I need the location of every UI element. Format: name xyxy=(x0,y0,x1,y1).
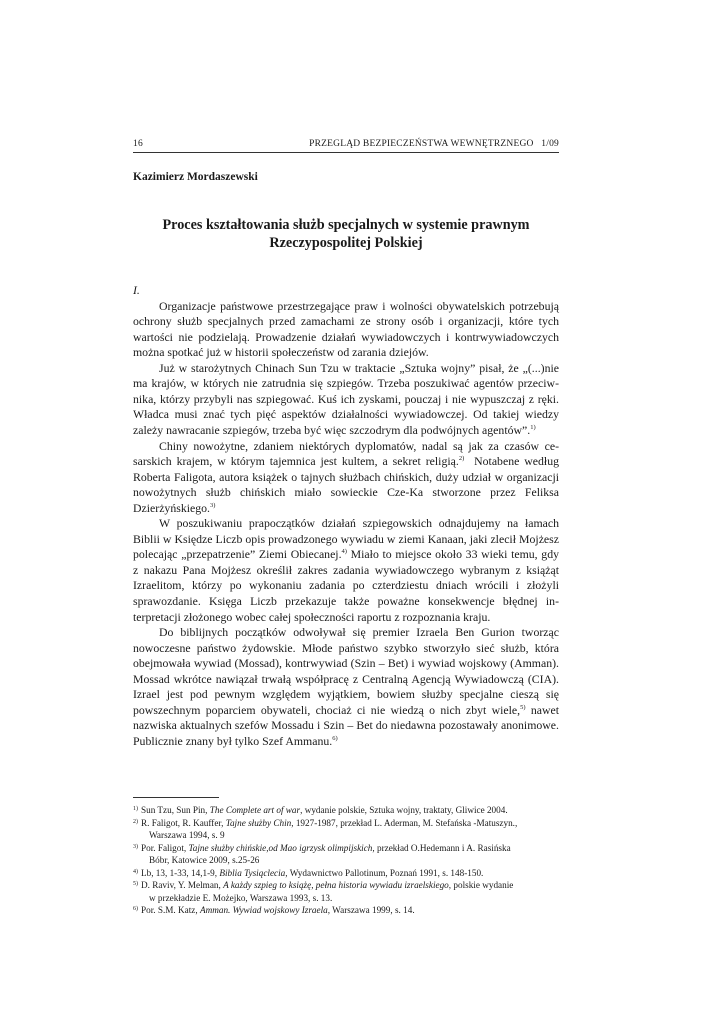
running-header xyxy=(133,139,559,153)
footnote-6: 6) Por. S.M. Katz, Amman. Wywiad wojskowy Izraela, Warszawa 1999, s. 14. xyxy=(133,905,415,916)
page xyxy=(133,139,562,917)
paragraph-5: Do biblijnych początków odwoływał się premier Izraela Ben Gurion tworząc nowoczesne państwo żydowskie. Młode państwo szybko stworzyło sieć służb, która obejmowała wywiad (Mossad), kontrwywiad (Szin – Bet) i wywiad wojskowy (Amman). Mossad wkrótce nawiązał trwałą współpracę z Centralną Agencją Wywiadowczą (CIA). Izrael jest pod pewnym względem wyjątkiem, bowiem służby specjalne cieszą się powszechnym poparciem obywateli, chociaż ci nie wiedzą o nich zbyt wiele,$^{5)}$ nawet nazwiska aktualnych szefów Mossadu i Szin – Bet do niedawna pozostawały anonimowe. Publicznie znany był tylko Szef Ammanu.$^{6)}$ xyxy=(133,625,559,748)
footnote-ref-1: 1) xyxy=(530,424,536,432)
footnote-3: 3) Por. Faligot, Tajne służby chińskie,od Mao igrzysk olimpijskich, przekład O.Hedemann i A. Rasińska Bóbr, Katowice 2009, s.25-26 xyxy=(133,842,511,866)
footnote-1: 1) Sun Tzu, Sun Pin, The Complete art of war, wydanie polskie, Sztuka wojny, traktaty, Gliwice 2004. xyxy=(133,805,508,816)
section-number: I. xyxy=(133,283,140,297)
article-body xyxy=(133,298,562,750)
footnote-ref-4: 4) xyxy=(341,548,347,556)
footnote-ref-2: 2) xyxy=(458,455,465,463)
paragraph-3: Chiny nowożytne, zdaniem niektórych dyplomatów, nadal są jak za czasów cesarskich krajem, w którym tajemnica jest kultem, a sekret religią.$^{2)}$ Notabene według Roberta Faligota, autora książek o tajnych służbach chińskich, duży udział w organizacji nowożytnych służb chińskich miało sowieckie Cze-Ka stworzone przez Feliksa Dzierżyńskiego.$^{3)}$ xyxy=(133,438,562,515)
footnote-ref-6: 6) xyxy=(332,734,338,742)
footnotes xyxy=(133,804,559,917)
paragraph-2: Już w starożytnych Chinach Sun Tzu w traktacie „Sztuka wojny” pisał, że „(...)nie ma krajów, w których nie zatrudnia się szpiegów. Trzeba poszukiwać agentów przeciwnika, którzy przybyli nas szpiegować. Kuś ich zyskami, pouczaj i nie wypuszczaj z ręki. Władca musi znać tych pięć aspektów działalności wywiadowczej. Od takiej wiedzy zależy nawracanie szpiegów, trzeba być więc szczodrym dla podwójnych agentów”.$^{1)}$ xyxy=(133,360,559,437)
journal-title: PRZEGLĄD BEZPIECZEŃSTWA WEWNĘTRZNEGO 1/09 xyxy=(309,139,559,149)
footnote-ref-3: 3) xyxy=(209,501,216,509)
title-line-2: Rzeczypospolitej Polskiej xyxy=(269,235,423,251)
footnote-ref-5: 5) xyxy=(520,703,526,711)
footnote-5: 5) D. Raviv, Y. Melman, A każdy szpieg to książę, pełna historia wywiadu izraelskiego, polskie wydanie w przekładzie E. Możejko, Warszawa 1993, s. 13. xyxy=(133,880,514,903)
page-number: 16 xyxy=(133,139,143,149)
title-line-1: Proces kształtowania służb specjalnych w systemie prawnym xyxy=(162,217,530,233)
footnote-4: 4) Lb, 13, 1-33, 14,1-9, Biblia Tysiąclecia, Wydawnictwo Pallotinum, Poznań 1991, s. 148-150. xyxy=(133,867,484,878)
paragraph-4: W poszukiwaniu prapoczątków działań szpiegowskich odnajdujemy na łamach Biblii w Księdze Liczb opis prowadzonego wywiadu w ziemi Kanaan, jaki zlecił Mojżesz polecając „przepatrzenie” Ziemi Obiecanej.$^{4)}$ Miało to miejsce około 33 wieki temu, gdy z nakazu Pana Mojżesz określił zakres zadania wywiadowczego wybranym z książąt Izraelitom, którzy po wykonaniu zadania po czterdziestu dniach wrócili i złożyli sprawozdanie. Księga Liczb przekazuje także poważne konsekwencje błędnej interpretacji złożonego wobec całej społeczności raportu z rozpoznania kraju. xyxy=(133,516,559,624)
article-title xyxy=(133,216,559,252)
footnote-divider xyxy=(133,797,219,798)
footnote-2: 2) R. Faligot, R. Kauffer, Tajne służby Chin, 1927-1987, przekład L. Aderman, M. Stefańska -Matuszyn., Warszawa 1994, s. 9 xyxy=(133,817,518,841)
author-name: Kazimierz Mordaszewski xyxy=(133,171,258,183)
paragraph-1: Organizacje państwowe przestrzegające praw i wolności obywatelskich potrzebują ochrony służb specjalnych przed zamachami ze strony osób i organizacji, które tych wartości nie podzielają. Prowadzenie działań wywiadowczych i kontrwywiadowczych można spotkać już w historii społeczeństw od zarania dziejów. xyxy=(133,298,559,360)
